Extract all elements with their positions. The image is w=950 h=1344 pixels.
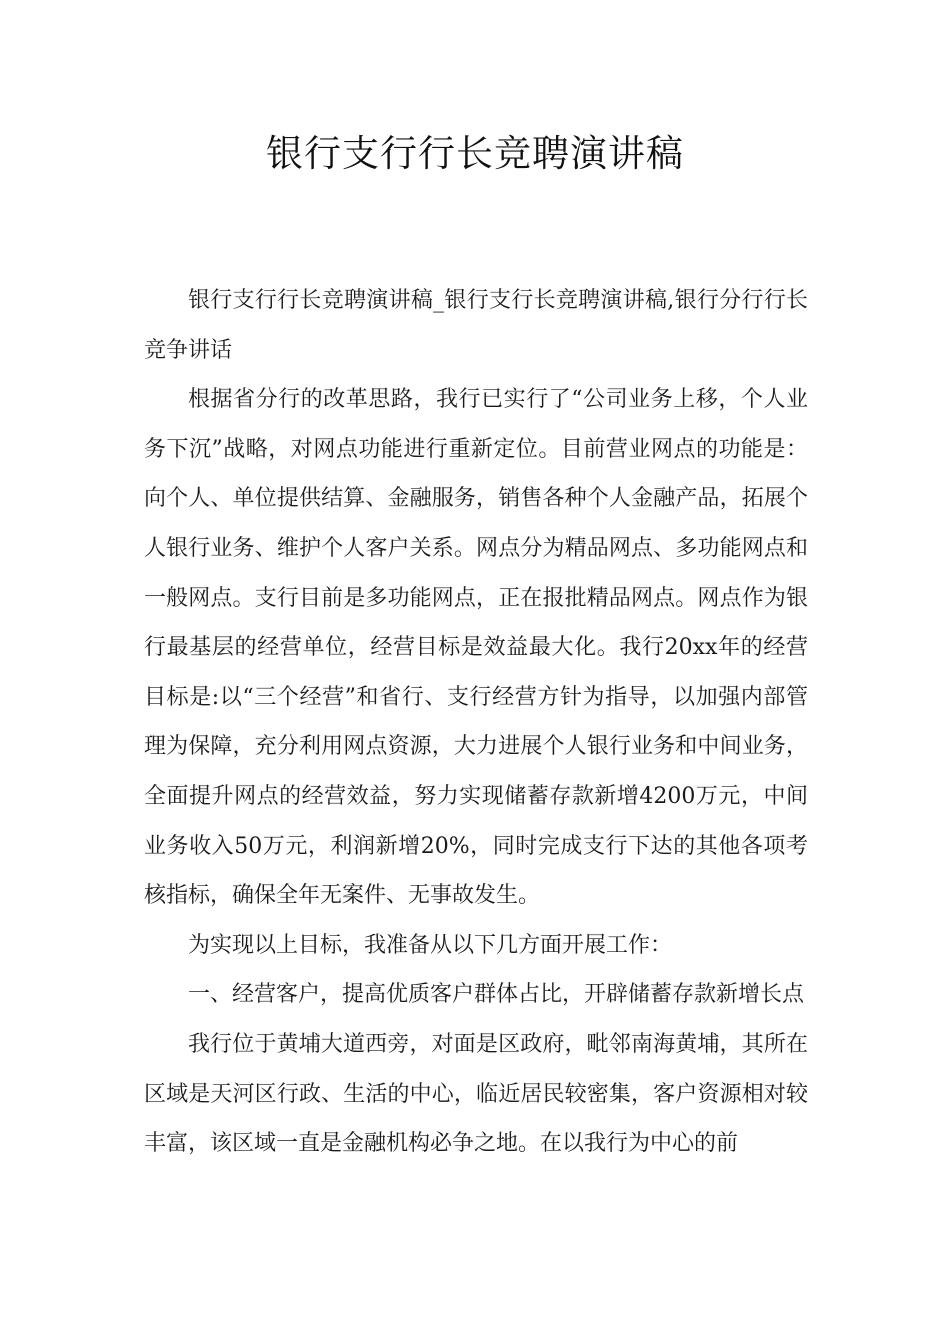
document-body (144, 276, 808, 1169)
paragraph-heading-line: 银行支行行长竞聘演讲稿_银行支行长竞聘演讲稿,银行分行行长竞争讲话 (144, 288, 808, 363)
document-title: 银行支行行长竞聘演讲稿 (266, 132, 684, 175)
paragraph-location: 我行位于黄埔大道西旁，对面是区政府，毗邻南海黄埔，其所在区域是天河区行政、生活的中心，临近居民较密集，客户资源相对较丰富，该区域一直是金融机构必争之地。在以我行为中心的前 (144, 1031, 808, 1157)
paragraph-intro-plan: 为实现以上目标，我准备从以下几方面开展工作： (188, 932, 673, 958)
paragraph-section-one-heading: 一、经营客户，提高优质客户群体占比，开辟储蓄存款新增长点 (188, 982, 805, 1008)
paragraph-strategy: 根据省分行的改革思路，我行已实行了“公司业务上移，个人业务下沉”战略，对网点功能进行重新定位。目前营业网点的功能是：向个人、单位提供结算、金融服务，销售各种个人金融产品，拓展个人银行业务、维护个人客户关系。网点分为精品网点、多功能网点和一般网点。支行目前是多功能网点，正在报批精品网点。网点作为银行最基层的经营单位，经营目标是效益最大化。我行20xx年的经营目标是:以“三个经营”和省行、支行经营方针为指导，以加强内部管理为保障，充分利用网点资源，大力进展个人银行业务和中间业务，全面提升网点的经营效益，努力实现储蓄存款新增4200万元，中间业务收入50万元，利润新增20%，同时完成支行下达的其他各项考核指标，确保全年无案件、无事故发生。 (144, 387, 808, 909)
